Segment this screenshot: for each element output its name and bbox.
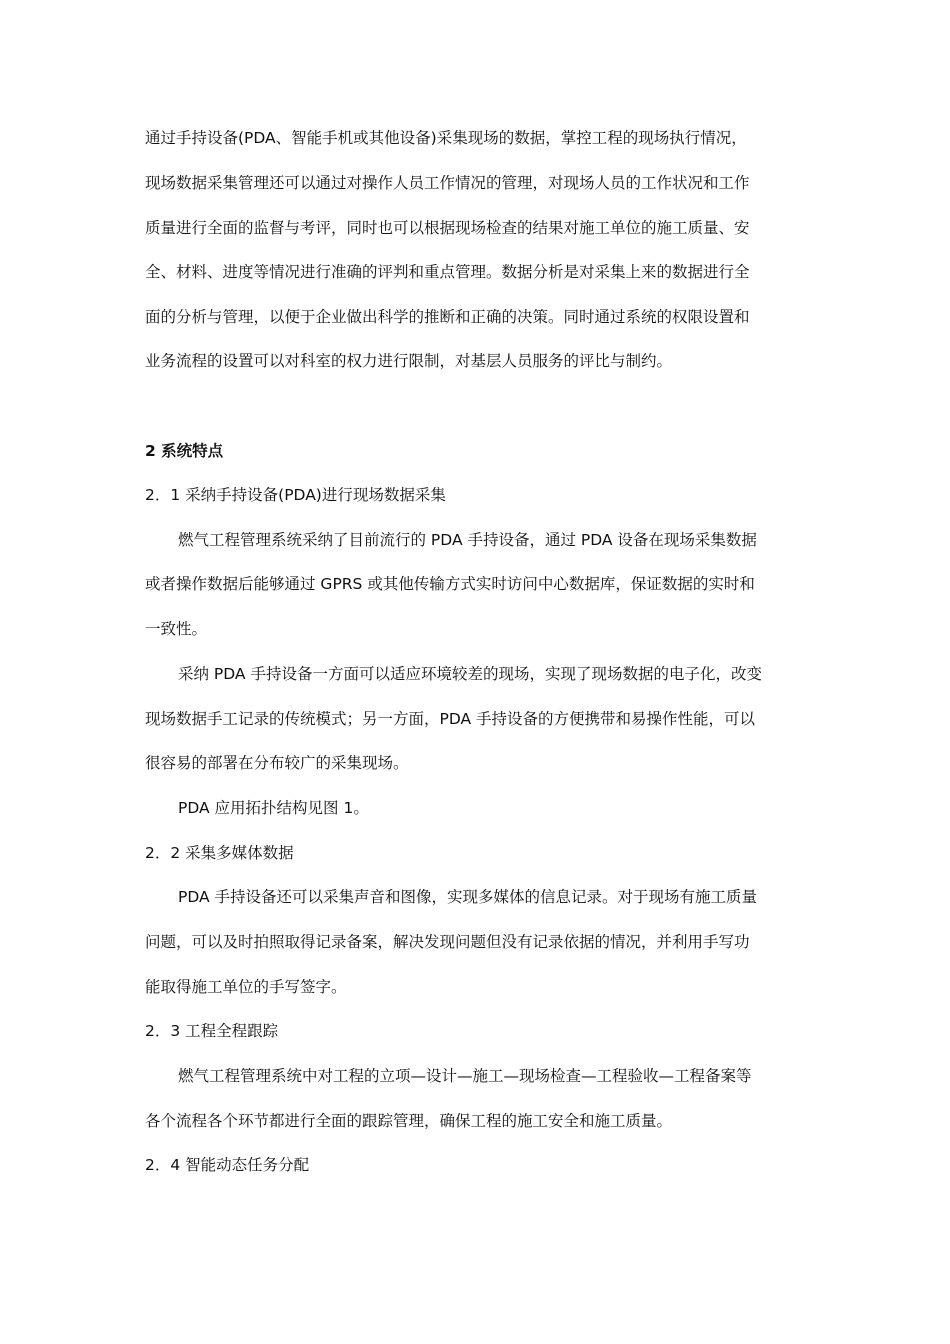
intro-line: 全、材料、进度等情况进行准确的评判和重点管理。数据分析是对采集上来的数据进行全 bbox=[145, 263, 750, 281]
paragraph-line: 燃气工程管理系统中对工程的立项—设计—施工—现场检查—工程验收—工程备案等 bbox=[178, 1067, 752, 1085]
subsection-heading: 2．3 工程全程跟踪 bbox=[145, 1022, 279, 1040]
paragraph-line: 各个流程各个环节都进行全面的跟踪管理，确保工程的施工安全和施工质量。 bbox=[145, 1112, 673, 1130]
intro-line: 面的分析与管理，以便于企业做出科学的推断和正确的决策。同时通过系统的权限设置和 bbox=[145, 308, 750, 326]
paragraph-line: 一致性。 bbox=[145, 620, 208, 638]
paragraph-line: 或者操作数据后能够通过 GPRS 或其他传输方式实时访问中心数据库，保证数据的实时和 bbox=[145, 575, 755, 593]
subsection-heading: 2．1 采纳手持设备(PDA)进行现场数据采集 bbox=[145, 486, 446, 504]
paragraph-line: 燃气工程管理系统采纳了目前流行的 PDA 手持设备，通过 PDA 设备在现场采集数据 bbox=[178, 531, 757, 549]
paragraph-line: 能取得施工单位的手写签字。 bbox=[145, 978, 347, 996]
intro-line: 业务流程的设置可以对科室的权力进行限制，对基层人员服务的评比与制约。 bbox=[145, 352, 673, 370]
section-heading: 2 系统特点 bbox=[145, 442, 224, 460]
paragraph-line: 采纳 PDA 手持设备一方面可以适应环境较差的现场，实现了现场数据的电子化，改变 bbox=[178, 665, 762, 683]
subsection-heading: 2．4 智能动态任务分配 bbox=[145, 1156, 310, 1174]
paragraph-line: 问题，可以及时拍照取得记录备案，解决发现问题但没有记录依据的情况，并利用手写功 bbox=[145, 933, 750, 951]
paragraph-line: PDA 手持设备还可以采集声音和图像，实现多媒体的信息记录。对于现场有施工质量 bbox=[178, 888, 758, 906]
paragraph-line: 很容易的部署在分布较广的采集现场。 bbox=[145, 754, 409, 772]
paragraph-line: 现场数据手工记录的传统模式；另一方面，PDA 手持设备的方便携带和易操作性能，可以 bbox=[145, 710, 756, 728]
subsection-heading: 2．2 采集多媒体数据 bbox=[145, 844, 294, 862]
figure-reference: PDA 应用拓扑结构见图 1。 bbox=[178, 799, 369, 817]
intro-line: 通过手持设备(PDA、智能手机或其他设备)采集现场的数据，掌控工程的现场执行情况， bbox=[145, 129, 747, 147]
intro-line: 现场数据采集管理还可以通过对操作人员工作情况的管理，对现场人员的工作状况和工作 bbox=[145, 174, 750, 192]
intro-line: 质量进行全面的监督与考评，同时也可以根据现场检查的结果对施工单位的施工质量、安 bbox=[145, 219, 750, 237]
